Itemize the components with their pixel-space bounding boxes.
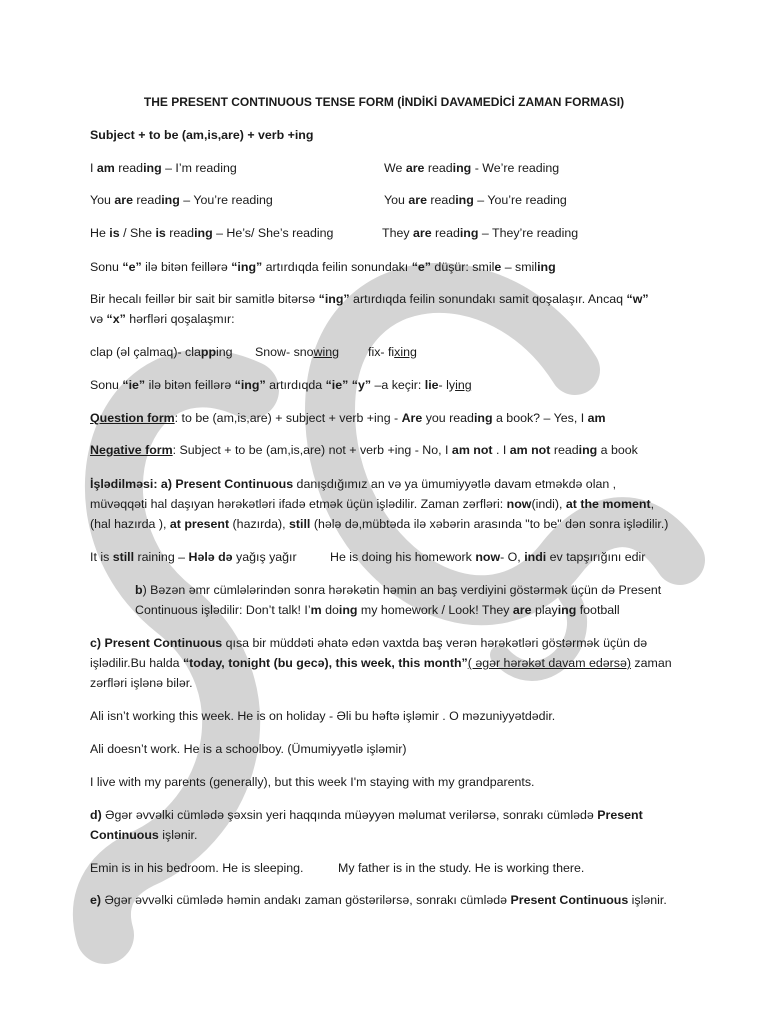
example-snow: Snow- snowing: [255, 345, 340, 359]
consonant-examples: [90, 342, 690, 363]
example-d-line: Emin is in his bedroom. He is sleeping. My father is in the study. He is working there.: [90, 861, 585, 875]
usage-c-line-1: c) Present Continuous qısa bir müddəti əhatə edən vaxtda baş verən hərəkətləri göstərmək üçün də: [90, 636, 648, 650]
example-still-line: It is still raining – Hələ də yağış yağır He is doing his homework now- O, indi ev tapşırığını edir: [90, 550, 646, 564]
rule-consonant-line-2: və “x” hərfləri qoşalaşmır:: [90, 312, 235, 326]
sentence-ali-holiday: Ali isn’t working this week. He is on holiday - Əli bu həftə işləmir . O məzuniyyətdədir.: [90, 709, 556, 723]
usage-a-line-2: müvəqqəti hal daşıyan hərəkətləri ifadə etmək üçün işlədilir. Zaman zərfləri: now(indi), at the moment,: [90, 497, 655, 511]
usage-b-line-1: b) Bəzən əmr cümlələrindən sonra hərəkətin həmin an baş verdiyini göstərmək üçün də Present: [135, 583, 662, 597]
example-fix: fix- fixing: [368, 345, 417, 359]
formula-line: Subject + to be (am,is,are) + verb +ing: [90, 128, 314, 142]
conjugation-row-3: He is / She is reading – He’s/ She’s reading They are reading – They’re reading: [90, 226, 579, 240]
question-form: Question form: to be (am,is,are) + subject + verb +ing - Are you reading a book? – Yes, I am: [90, 411, 606, 425]
sentence-parents: I live with my parents (generally), but this week I'm staying with my grandparents.: [90, 775, 535, 789]
usage-d-line-1: d) Əgər əvvəlki cümlədə şəxsin yeri haqqında müəyyən məlumat verilərsə, sonrakı cümlədə Present: [90, 808, 643, 822]
negative-form: Negative form: Subject + to be (am,is,are) not + verb +ing - No, I am not . I am not reading a book: [90, 443, 638, 457]
rule-consonant-line-1: Bir hecalı feillər bir sait bir samitlə bitərsə “ing” artırdıqda feilin sonundakı samit qoşalaşır. Ancaq “w”: [90, 292, 649, 306]
usage-e-line: e) Əgər əvvəlki cümlədə həmin andakı zaman göstərilərsə, sonrakı cümlədə Present Continuous işlənir.: [90, 893, 667, 907]
conjugation-row-2: You are reading – You’re reading You are reading – You’re reading: [90, 193, 567, 207]
conjugation-row-1: I am reading – I’m reading We are reading - We’re reading: [90, 161, 560, 175]
usage-d-line-2: Continuous işlənir.: [90, 828, 198, 842]
usage-c-line-3: zərfləri işlənə bilər.: [90, 676, 193, 690]
usage-b-line-2: Continuous işlədilir: Don’t talk! I’m doing my homework / Look! They are playing football: [135, 603, 620, 617]
usage-a-line-1: İşlədilməsi: a) Present Continuous danışdığımız an və ya ümumiyyətlə davam etməkdə olan ,: [90, 477, 617, 491]
sentence-ali-schoolboy: Ali doesn’t work. He is a schoolboy. (Ümumiyyətlə işləmir): [90, 742, 407, 756]
example-clap: clap (əl çalmaq)- clapping: [90, 345, 233, 359]
rule-e-drop: Sonu “e” ilə bitən feillərə “ing” artırdıqda feilin sonundakı “e” düşür: smile – smiling: [90, 260, 556, 274]
page-title: THE PRESENT CONTINUOUS TENSE FORM (İNDİKİ DAVAMEDİCİ ZAMAN FORMASI): [143, 95, 625, 109]
usage-c-line-2: işlədilir.Bu halda “today, tonight (bu gecə), this week, this month”( əgər hərəkət davam edərsə) zaman: [90, 656, 672, 670]
usage-a-line-3: (hal hazırda ), at present (hazırda), still (hələ də,mübtəda ilə xəbərin arasında "to be" dən sonra işlədilir.): [90, 517, 669, 531]
rule-ie: Sonu “ie” ilə bitən feillərə “ing” artırdıqda “ie” “y” –a keçir: lie- lying: [90, 378, 472, 392]
